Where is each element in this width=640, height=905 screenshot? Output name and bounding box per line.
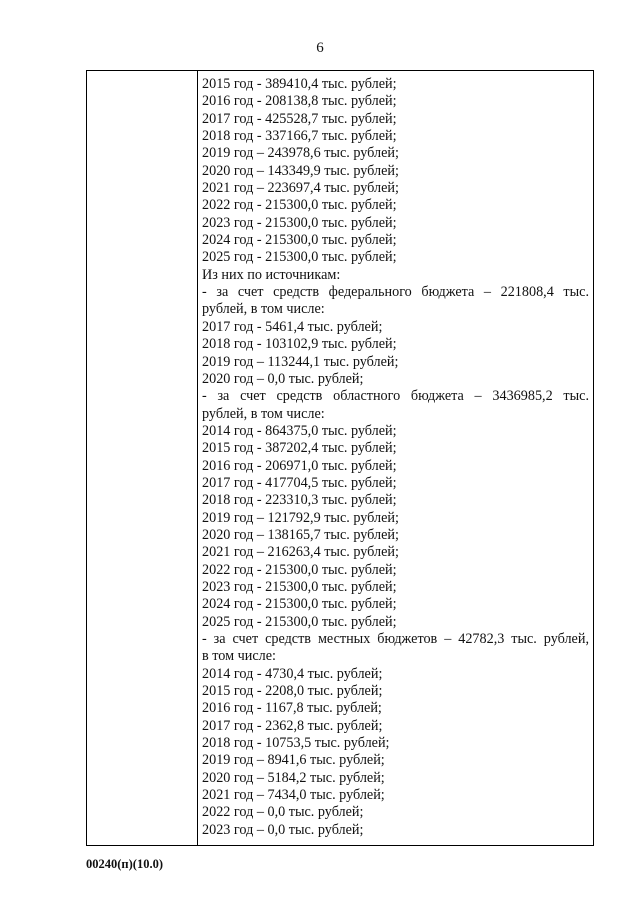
text-line: 2015 год - 2208,0 тыс. рублей; [202,683,383,700]
text-line: 2025 год - 215300,0 тыс. рублей; [202,613,397,630]
text-line: 2015 год - 389410,4 тыс. рублей; [202,76,397,92]
column-divider [197,71,198,845]
text-line: 2020 год – 0,0 тыс. рублей; [202,370,364,387]
content-table [86,70,594,846]
table-cell-content [202,76,589,839]
text-line: 2018 год - 10753,5 тыс. рублей; [202,735,390,752]
text-line: 2021 год – 7434,0 тыс. рублей; [202,787,385,804]
text-line: 2022 год - 215300,0 тыс. рублей; [202,197,397,214]
page-number: 6 [316,40,324,56]
text-line: 2019 год – 121792,9 тыс. рублей; [202,509,399,526]
text-line: 2023 год - 215300,0 тыс. рублей; [202,214,397,231]
text-line: 2024 год - 215300,0 тыс. рублей; [202,232,397,249]
text-line: 2018 год - 103102,9 тыс. рублей; [202,336,397,353]
text-line: 2019 год – 8941,6 тыс. рублей; [202,752,385,769]
document-code: 00240(п)(10.0) [86,857,163,871]
text-line: 2023 год – 0,0 тыс. рублей; [202,821,364,838]
text-line: - за счет средств местных бюджетов – 42782,3 тыс. рублей, [202,631,589,647]
text-line: 2019 год – 243978,6 тыс. рублей; [202,145,399,162]
text-line: 2020 год – 143349,9 тыс. рублей; [202,162,399,179]
text-line: 2018 год - 337166,7 тыс. рублей; [202,128,397,145]
text-line: 2016 год - 206971,0 тыс. рублей; [202,457,397,474]
text-line: 2016 год - 208138,8 тыс. рублей; [202,93,397,110]
text-line: рублей, в том числе: [202,301,325,318]
text-line: 2025 год - 215300,0 тыс. рублей; [202,249,397,266]
text-line: 2016 год - 1167,8 тыс. рублей; [202,700,382,717]
text-line: 2015 год - 387202,4 тыс. рублей; [202,440,397,457]
text-line: 2022 год – 0,0 тыс. рублей; [202,804,364,821]
text-line: 2019 год – 113244,1 тыс. рублей; [202,353,399,370]
text-line: - за счет средств федерального бюджета – 221808,4 тыс. [202,284,589,301]
text-line: 2014 год - 864375,0 тыс. рублей; [202,422,397,439]
text-line: 2022 год - 215300,0 тыс. рублей; [202,561,397,578]
text-line: 2014 год - 4730,4 тыс. рублей; [202,665,383,682]
text-line: рублей, в том числе: [202,405,325,422]
text-line: 2017 год - 5461,4 тыс. рублей; [202,318,383,335]
text-line: 2021 год – 216263,4 тыс. рублей; [202,544,399,561]
text-line: 2017 год - 417704,5 тыс. рублей; [202,474,397,491]
text-line: - за счет средств областного бюджета – 3436985,2 тыс. [202,388,589,405]
text-line: 2023 год - 215300,0 тыс. рублей; [202,578,397,595]
text-line: 2020 год – 5184,2 тыс. рублей; [202,769,385,786]
text-line: 2024 год - 215300,0 тыс. рублей; [202,596,397,613]
text-line: 2021 год – 223697,4 тыс. рублей; [202,180,399,197]
text-line: 2020 год – 138165,7 тыс. рублей; [202,526,399,543]
text-line: Из них по источникам: [202,266,341,283]
text-line: в том числе: [202,648,276,665]
text-line: 2018 год - 223310,3 тыс. рублей; [202,492,397,509]
text-line: 2017 год - 2362,8 тыс. рублей; [202,717,383,734]
text-line: 2017 год - 425528,7 тыс. рублей; [202,110,397,127]
